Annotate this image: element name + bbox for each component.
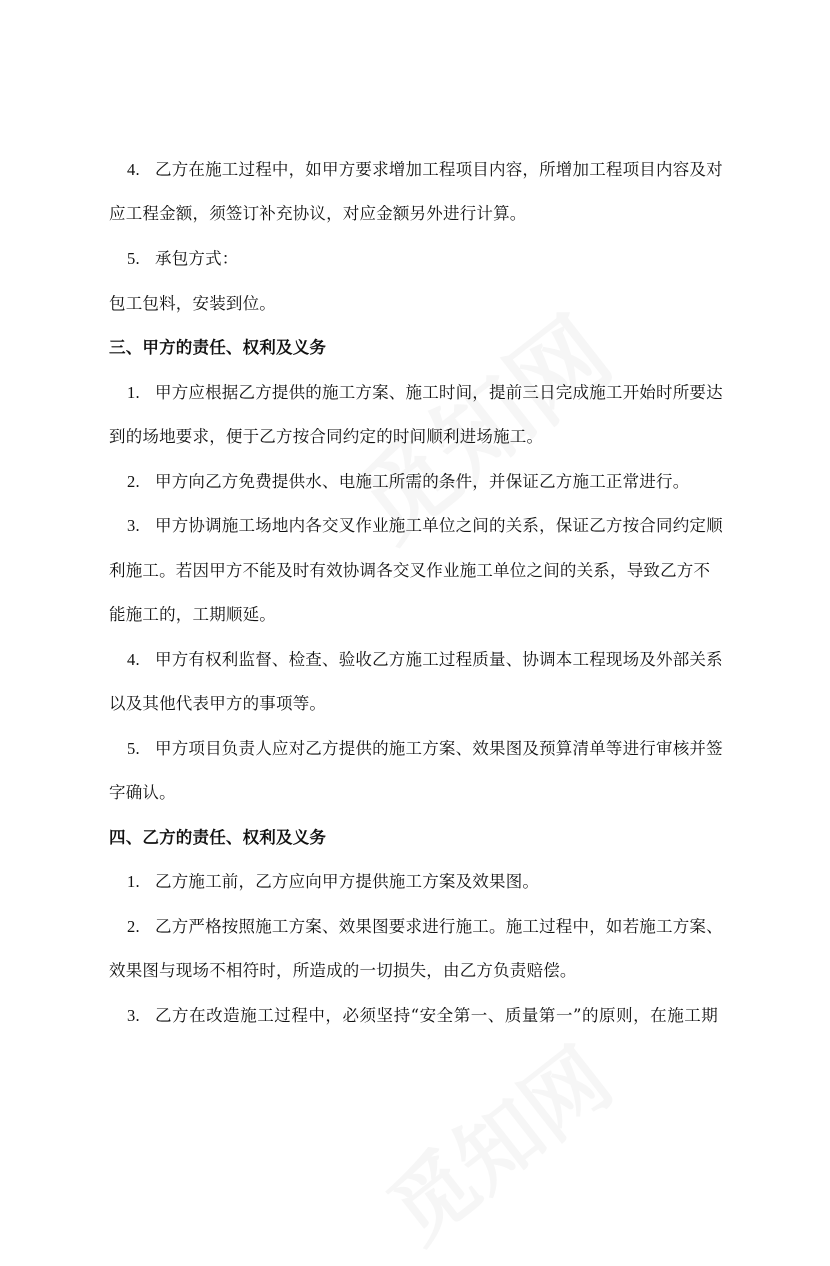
list-number: 2. bbox=[127, 917, 140, 936]
paragraph-4-line-1 bbox=[127, 160, 723, 180]
section-4-item-2-line-2: 效果图与现场不相符时，所造成的一切损失，由乙方负责赔偿。 bbox=[109, 961, 577, 980]
section-3-item-5-line-1 bbox=[127, 739, 723, 759]
section-4-heading: 四、乙方的责任、权利及义务 bbox=[109, 828, 327, 847]
paragraph-4-line-2: 应工程金额，须签订补充协议，对应金额另外进行计算。 bbox=[109, 204, 527, 223]
paragraph-text: 乙方严格按照施工方案、效果图要求进行施工。施工过程中，如若施工方案、 bbox=[155, 917, 723, 936]
section-4-item-1-line-1 bbox=[127, 872, 539, 892]
paragraph-text: 甲方向乙方免费提供水、电施工所需的条件，并保证乙方施工正常进行。 bbox=[155, 472, 690, 491]
paragraph-5-line-1 bbox=[127, 249, 239, 269]
section-3-item-3-line-2 bbox=[109, 561, 711, 581]
list-number: 2. bbox=[127, 472, 140, 491]
list-number: 4. bbox=[127, 160, 140, 179]
section-3-item-1-line-2: 到的场地要求，便于乙方按合同约定的时间顺利进场施工。 bbox=[109, 427, 544, 446]
section-3-item-3-line-1 bbox=[127, 516, 723, 536]
section-3-heading: 三、甲方的责任、权利及义务 bbox=[109, 338, 327, 357]
section-3-item-5-line-2: 字确认。 bbox=[109, 783, 176, 802]
list-number: 4. bbox=[127, 650, 140, 669]
section-3-item-1-line-1 bbox=[127, 383, 723, 403]
section-4-item-2-line-1 bbox=[127, 917, 723, 937]
list-number: 1. bbox=[127, 383, 140, 402]
section-3-item-4-line-2: 以及其他代表甲方的事项等。 bbox=[109, 694, 327, 713]
paragraph-text: 甲方项目负责人应对乙方提供的施工方案、效果图及预算清单等进行审核并签 bbox=[155, 739, 723, 758]
section-3-item-3-line-3: 能施工的，工期顺延。 bbox=[109, 605, 276, 624]
paragraph-text: 乙方施工前，乙方应向甲方提供施工方案及效果图。 bbox=[155, 872, 540, 891]
watermark bbox=[359, 1015, 632, 1266]
paragraph-text: 甲方协调施工场地内各交叉作业施工单位之间的关系，保证乙方按合同约定顺 bbox=[155, 516, 723, 535]
list-number: 5. bbox=[127, 739, 140, 758]
list-number: 3. bbox=[127, 1006, 140, 1025]
section-3-item-2-line-1 bbox=[127, 472, 689, 492]
paragraph-text: 乙方在施工过程中，如甲方要求增加工程项目内容，所增加工程项目内容及对 bbox=[155, 160, 723, 179]
paragraph-text: 承包方式： bbox=[155, 249, 239, 268]
section-4-item-3-line-1 bbox=[127, 1006, 718, 1026]
paragraph-5-line-2: 包工包料，安装到位。 bbox=[109, 294, 276, 313]
section-3-item-4-line-1 bbox=[127, 650, 723, 670]
paragraph-text: 乙方在改造施工过程中，必须坚持“安全第一、质量第一”的原则，在施工期 bbox=[155, 1006, 718, 1025]
list-number: 5. bbox=[127, 249, 140, 268]
paragraph-text: 甲方应根据乙方提供的施工方案、施工时间，提前三日完成施工开始时所要达 bbox=[155, 383, 723, 402]
paragraph-text: 利施工。若因甲方不能及时有效协调各交叉作业施工单位之间的关系，导致乙方不 bbox=[109, 561, 711, 580]
list-number: 3. bbox=[127, 516, 140, 535]
paragraph-text: 甲方有权利监督、检查、验收乙方施工过程质量、协调本工程现场及外部关系 bbox=[155, 650, 723, 669]
list-number: 1. bbox=[127, 872, 140, 891]
